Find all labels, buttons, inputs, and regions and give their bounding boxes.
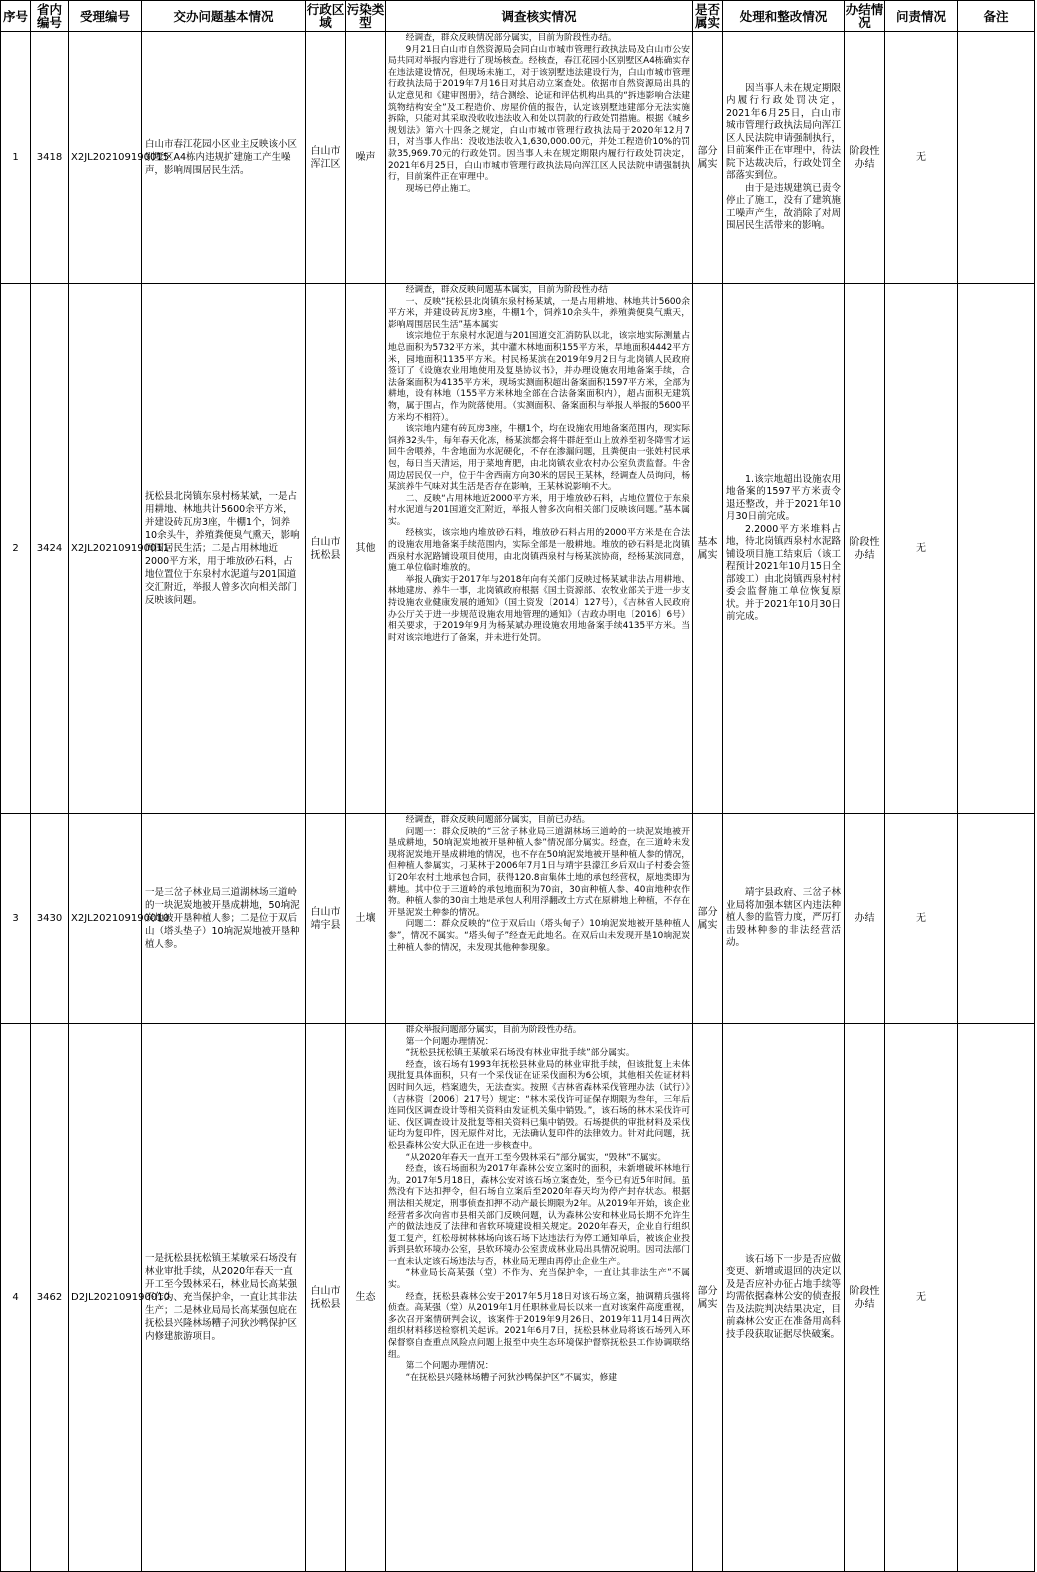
investigation-paragraph: 举报人确实于2017年与2018年向有关部门反映过杨某斌非法占用耕地、林地建房、养牛一事，北岗镇政府根据《国土资源部、农牧业部关于进一步支持设施农业健康发展的通知》（国土资发〔2014〕127号），《吉林省人民政府办公厅关于进一步规范设施农用地管理的通知》（吉政办明电〔2016〕6号）相关要求，于2019年9月为杨某斌办理设施农用地备案手续4135平方米。当时对该宗地进行了备案，并未进行处罚。 bbox=[388, 574, 690, 643]
table-row bbox=[1, 814, 1035, 1024]
investigation-cell bbox=[386, 284, 693, 814]
header-accept-no: 受理编号 bbox=[69, 1, 142, 32]
header-seq: 序号 bbox=[1, 1, 31, 32]
issue-cell: 白山市春江花园小区业主反映该小区别墅区A4栋内违规扩建施工产生噪声，影响周围居民生活。 bbox=[142, 32, 306, 284]
accept-no-cell: X2JL202109190015 bbox=[69, 32, 142, 284]
header-region: 行政区域 bbox=[306, 2, 345, 30]
verified-cell: 部分属实 bbox=[693, 814, 723, 1024]
verified-cell: 部分属实 bbox=[693, 32, 723, 284]
handling-paragraph: 2.2000平方米堆料占地，待北岗镇西泉村水泥路铺设项目施工结束后（该工程预计2021年10月15日全部竣工）由北岗镇西泉村村委会监督施工单位恢复原状。并于2021年10月30日前完成。 bbox=[726, 523, 841, 622]
region-cell: 白山市抚松县 bbox=[306, 1024, 346, 1572]
handling-cell bbox=[723, 1024, 845, 1572]
header-accountability: 问责情况 bbox=[885, 1, 958, 32]
investigation-paragraph: 第一个问题办理情况： bbox=[405, 1036, 494, 1047]
verified-cell: 部分属实 bbox=[693, 1024, 723, 1572]
investigation-paragraph: 第二个问题办理情况： bbox=[405, 1361, 494, 1372]
investigation-paragraph: 问题一：群众反映的“三岔子林业局三道湖林场三道岭的一块泥炭地被开垦成耕地，50垧泥炭地被开垦种植人参”情况部分属实。经查，在三道岭未发现将泥炭地开垦成耕地的情况，也不存在50垧泥炭地被开垦种植人参的情况，但种植人参属实，刁某林于2006年7月1日与靖宇县濛江乡后双山子村委会签订20年农村土地承包合同，获得120.8亩集体土地的承包经营权，原地类即为耕地。其中位于三道岭的承包地面积为70亩，30亩种植人参、40亩地种农作物。种植人参的30亩土地是承包人利用浮翻改土方式在原耕地上种植，不存在开垦泥炭土种参的情况。 bbox=[388, 826, 690, 918]
table-row bbox=[1, 1024, 1035, 1572]
handling-paragraph: 1.该宗地超出设施农用地备案的1597平方米责令退还整改，并于2021年10月30日前完成。 bbox=[726, 473, 841, 522]
remarks-cell bbox=[958, 32, 1035, 284]
handling-cell bbox=[723, 32, 845, 284]
table-row bbox=[1, 32, 1035, 284]
table-row bbox=[1, 284, 1035, 814]
handling-paragraph: 该石场下一步是否应做变更、新增或退回的决定以及是否应补办征占地手续等均需依据森林公安的侦查报告及法院判决结果决定，目前森林公安正在准备用高科技手段获取证据尽快破案。 bbox=[726, 1253, 841, 1340]
investigation-cell bbox=[386, 1024, 693, 1572]
header-investigation: 调查核实情况 bbox=[386, 1, 693, 32]
region-cell: 白山市浑江区 bbox=[306, 32, 346, 284]
handling-paragraph: 靖宇县政府、三岔子林业局将加强本辖区内违法种植人参的监管力度，严厉打击毁林种参的非法经营活动。 bbox=[726, 887, 841, 949]
accountability-cell: 无 bbox=[885, 284, 958, 814]
prov-no-cell: 3424 bbox=[31, 284, 69, 814]
seq-cell: 2 bbox=[1, 284, 31, 814]
remarks-cell bbox=[958, 1024, 1035, 1572]
accountability-cell: 无 bbox=[885, 32, 958, 284]
investigation-paragraph: 经查，抚松县森林公安于2017年5月18日对该石场立案，抽调精兵强将侦查。高某强（堂）从2019年1月任职林业局长以来一直对该案件高度重视，多次召开案情研判会议，该案件于2019年9月26日、2019年11月14日两次组织材料移送检察机关起诉。2021年6月7日，抚松县林业局将该石场列入环保督察自查重点风险点问题上报至中央生态环境保护督察抚松县工作协调联络组。 bbox=[388, 1291, 690, 1360]
pollution-cell: 生态 bbox=[346, 1024, 386, 1572]
investigation-paragraph: 一、反映“抚松县北岗镇东泉村杨某斌，一是占用耕地、林地共计5600余平方米，并建设砖瓦房3座，牛棚1个，饲养10余头牛，养殖粪便臭气熏天，影响周围居民生活”基本属实 bbox=[388, 296, 690, 330]
investigation-paragraph: “从2020年春天一直开工至今毁林采石”部分属实，“毁林”不属实。 bbox=[405, 1152, 667, 1163]
handling-cell bbox=[723, 284, 845, 814]
pollution-cell: 土壤 bbox=[346, 814, 386, 1024]
closure-cell: 阶段性办结 bbox=[845, 1024, 885, 1572]
prov-no-cell: 3418 bbox=[31, 32, 69, 284]
seq-cell: 3 bbox=[1, 814, 31, 1024]
investigation-cell bbox=[386, 814, 693, 1024]
header-pollution: 污染类型 bbox=[346, 2, 385, 30]
investigation-paragraph: 问题二：群众反映的“位于双后山（塔头甸子）10垧泥炭地被开垦种植人参”，情况不属实。“塔头甸子”经查无此地名。在双后山未发现开垦10垧泥炭土种植人参的情况，未发现其他种参现象。 bbox=[388, 919, 690, 953]
closure-cell: 阶段性办结 bbox=[845, 284, 885, 814]
issue-cell: 一是抚松县抚松镇王某敏采石场没有林业审批手续，从2020年春天一直开工至今毁林采石，林业局长高某强不作为、充当保护伞，一直让其非法生产；二是林业局局长高某强包庇在抚松县兴隆林场糟子河狄沙鸭保护区内修建旅游项目。 bbox=[142, 1024, 306, 1572]
investigation-paragraph: 二、反映“占用林地近2000平方米，用于堆放砂石料，占地位置位于东泉村水泥道与201国道交汇附近，举报人曾多次向相关部门反映该问题。”基本属实。 bbox=[388, 493, 690, 527]
remarks-cell bbox=[958, 284, 1035, 814]
header-handling: 处理和整改情况 bbox=[723, 1, 845, 32]
investigation-paragraph: 经调查，群众反映问题部分属实，目前已办结。 bbox=[405, 815, 591, 825]
header-issue: 交办问题基本情况 bbox=[142, 1, 306, 32]
seq-cell: 4 bbox=[1, 1024, 31, 1572]
investigation-paragraph: “林业局长高某强（堂）不作为、充当保护伞，一直让其非法生产”不属实。 bbox=[388, 1268, 690, 1291]
investigation-paragraph: 群众举报问题部分属实，目前为阶段性办结。 bbox=[405, 1025, 582, 1035]
header-verified: 是否属实 bbox=[693, 1, 723, 32]
remarks-cell bbox=[958, 814, 1035, 1024]
investigation-paragraph: “在抚松县兴隆林场糟子河狄沙鸭保护区”不属实，修建 bbox=[405, 1372, 618, 1383]
handling-cell bbox=[723, 814, 845, 1024]
verified-cell: 基本属实 bbox=[693, 284, 723, 814]
prov-no-cell: 3462 bbox=[31, 1024, 69, 1572]
seq-cell: 1 bbox=[1, 32, 31, 284]
accountability-cell: 无 bbox=[885, 1024, 958, 1572]
pollution-cell: 其他 bbox=[346, 284, 386, 814]
header-prov-no: 省内编号 bbox=[31, 1, 69, 32]
investigation-paragraph: 现场已停止施工。 bbox=[405, 183, 476, 194]
region-cell: 白山市抚松县 bbox=[306, 284, 346, 814]
accept-no-cell: X2JL202109190010 bbox=[69, 814, 142, 1024]
issue-cell: 抚松县北岗镇东泉村杨某斌，一是占用耕地、林地共计5600余平方米，并建设砖瓦房3座，牛棚1个，饲养10余头牛，养殖粪便臭气熏天，影响周围居民生活；二是占用林地近2000平方米，用于堆放砂石料，占地位置位于东泉村水泥道与201国道交汇附近，举报人曾多次向相关部门反映该问题。 bbox=[142, 284, 306, 814]
closure-cell: 阶段性办结 bbox=[845, 32, 885, 284]
accountability-cell: 无 bbox=[885, 814, 958, 1024]
investigation-paragraph: 经核实，该宗地内堆放砂石料，堆放砂石料占用的2000平方米是在合法的设施农用地备案手续范围内，实际全部是一般耕地。堆放的砂石料是北岗镇西泉村水泥路铺设项目使用，由北岗镇西泉村与杨某滨协商，经杨某滨同意，施工单位临时堆放的。 bbox=[388, 528, 690, 574]
investigation-cell bbox=[386, 32, 693, 284]
closure-cell: 办结 bbox=[845, 814, 885, 1024]
region-cell: 白山市靖宇县 bbox=[306, 814, 346, 1024]
header-row bbox=[1, 1, 1035, 32]
header-remarks: 备注 bbox=[958, 1, 1035, 32]
accept-no-cell: X2JL202109190011 bbox=[69, 284, 142, 814]
handling-paragraph: 因当事人未在规定期限内履行行政处罚决定，2021年6月25日，白山市城市管理行政执法局向浑江区人民法院申请强制执行，目前案件正在审理中，待法院下达裁决后，行政处罚全部落实到位。 bbox=[726, 82, 841, 181]
prov-no-cell: 3430 bbox=[31, 814, 69, 1024]
investigation-paragraph: 该宗地内建有砖瓦房3座，牛棚1个，均在设施农用地备案范围内，现实际饲养32头牛，每年春天化冻，杨某滨都会将牛群赶至山上放养至初冬降雪才运回牛舍喂养，牛舍地面为水泥硬化，不存在渗漏问题，且粪便由一张姓村民承包，每日当天清运，用于菜地育肥，由北岗镇农业农村办公室负责监督。牛舍周边居民仅一户，位于牛舍西南方向30米的居民王某林，经调查人员询问，杨某滨养牛气味对其生活是否存在影响，王某林说影响不大。 bbox=[388, 424, 690, 493]
pollution-cell: 噪声 bbox=[346, 32, 386, 284]
investigation-paragraph: 经查，该石场有1993年抚松县林业局的林业审批手续，但该批复上未体现批复具体面积，只有一个采伐证在证采伐面积为6公顷，其他相关佐证材料因时间久远，档案遗失，无法查实。按照《吉林省森林采伐管理办法（试行）》（吉林资〔2006〕217号）规定：“林木采伐许可证保存期限为叁年，三年后连同伐区调查设计等相关资料由发证机关集中销毁。”，该石场的林木采伐许可证、伐区调查设计及批复等相关资料已集中销毁。石场提供的审批材料及采伐证均为复印件，因无原件对比，无法确认复印件的法律效力。针对此问题，抚松县森林公安大队正在进一步核查中。 bbox=[388, 1059, 690, 1151]
investigation-paragraph: “抚松县抚松镇王某敏采石场没有林业审批手续”部分属实。 bbox=[405, 1048, 635, 1059]
header-closure: 办结情况 bbox=[845, 2, 884, 30]
issue-cell: 一是三岔子林业局三道湖林场三道岭的一块泥炭地被开垦成耕地，50垧泥炭地被开垦种植人参；二是位于双后山（塔头垫子）10垧泥炭地被开垦种植人参。 bbox=[142, 814, 306, 1024]
investigation-paragraph: 该宗地位于东泉村水泥道与201国道交汇消防队以北，该宗地实际测量占地总面积为5732平方米，其中灌木林地面积155平方米，旱地面积4442平方米，园地面积1135平方米。村民杨某滨在2019年9月2日与北岗镇人民政府签订了《设施农业用地使用及复垦协议书》，并办理设施农用地备案手续，合法备案面积为4135平方米，现场实测面积超出备案面积1597平方米，全部为耕地，设有林地（155平方米林地全部在合法备案面积内），超占面积无建筑物，属于围占，作为院落使用。（实测面积、备案面积与举报人举报的5600平方米均不相符）。 bbox=[388, 331, 690, 423]
investigation-paragraph: 经查，该石场面积为2017年森林公安立案时的面积，未新增破坏林地行为。2017年5月18日，森林公安对该石场立案查处，至今已有近5年时间。虽然没有下达扣押令，但石场自立案后至2020年春天均为停产封存状态。根据刑法相关规定，刑事侦查扣押不动产最长期限为2年。从2019年开始，该企业经营者多次向省市县相关部门反映问题，认为森林公安和林业局长期不允许生产的做法违反了法律和省软环境建设相关规定。2020年春天，企业自行组织复工复产，红松母树林林场向该石场下达违法行为停工通知单后，被该企业投诉到县软环境办公室，县软环境办公室责成林业局出具情况说明。因司法部门一直未认定该石场违法与否，林业局无理由再停止企业生产。 bbox=[388, 1164, 690, 1267]
investigation-paragraph: 经调查，群众反映情况部分属实，目前为阶段性办结。 bbox=[405, 33, 617, 43]
handling-paragraph: 由于是违规建筑已责令停止了施工，没有了建筑施工噪声产生，故消除了对周围居民生活带来的影响。 bbox=[726, 182, 841, 231]
investigation-paragraph: 经调查，群众反映问题基本属实，目前为阶段性办结 bbox=[405, 285, 608, 295]
investigation-paragraph: 9月21日白山市自然资源局会同白山市城市管理行政执法局及白山市公安局共同对举报内容进行了现场核查。经核查，春江花园小区别墅区A4栋确实存在违法建设情况，但现场未施工，对于该别墅违法建设行为，白山市城市管理行政执法局于2019年7月16日对其启动立案查处。依据市自然资源局出具的认定意见和《建审图册》，结合测绘、论证和评估机构出具的“拆违影响合法建筑物结构安全”及工程造价、房屋价值的报告，认定该别墅违建部分无法实施拆除，只能对其采取没收收违法收入和处以罚款的行政处罚措施。根据《城乡规划法》第六十四条之规定，白山市城市管理行政执法局于2020年12月7日，对当事人作出：没收违法收入1,630,000.00元，并处工程造价10%的罚款35,969.70元的行政处罚。因当事人未在规定期限内履行行政处罚决定，2021年6月25日，白山市城市管理行政执法局向浑江区人民法院申请强制执行，目前案件正在审理中。 bbox=[388, 44, 690, 183]
accept-no-cell: D2JL202109190010 bbox=[69, 1024, 142, 1572]
